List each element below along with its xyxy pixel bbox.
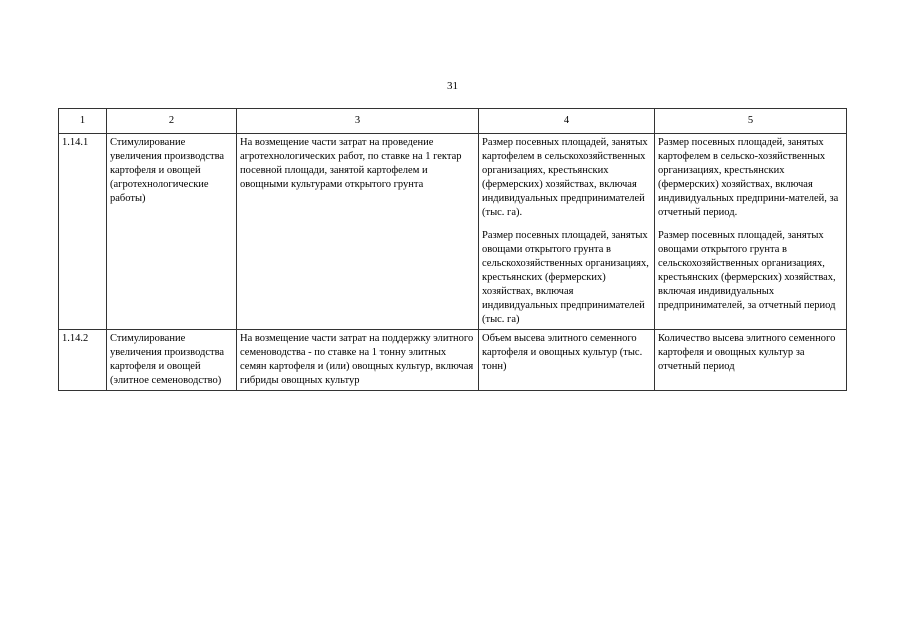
column-header: 1 <box>59 109 107 134</box>
data-table <box>58 108 847 391</box>
measure-name: Стимулирование увеличения производства картофеля и овощей (агротехнологические работы) <box>107 134 237 330</box>
measure-name: Стимулирование увеличения производства картофеля и овощей (элитное семеноводство) <box>107 330 237 391</box>
page-number: 31 <box>447 80 458 92</box>
result-cell <box>655 330 847 391</box>
result-text: Размер посевных площадей, занятых картофелем в сельско-хозяйственных организациях, крестьянских (фермерских) хозяйствах, включая индивидуальных предприни-мателей, за отчетный период. <box>658 137 839 218</box>
result-cell <box>655 134 847 330</box>
indicator-text: Объем высева элитного семенного картофеля и овощных культур (тыс. тонн) <box>482 333 643 372</box>
indicator-text: Размер посевных площадей, занятых картофелем в сельскохозяйственных организациях, крестьянских (фермерских) хозяйствах, включая индивидуальных предпринимателей (тыс. га). <box>482 137 648 218</box>
table-row <box>59 134 847 330</box>
column-header: 4 <box>479 109 655 134</box>
column-header: 5 <box>655 109 847 134</box>
table-row <box>59 330 847 391</box>
column-header: 2 <box>107 109 237 134</box>
indicator-text: Размер посевных площадей, занятых овощами открытого грунта в сельскохозяйственных организациях, крестьянских (фермерских) хозяйствах, включая индивидуальных предпринимателей (тыс. га) <box>482 230 649 325</box>
result-text: Размер посевных площадей, занятых овощами открытого грунта в сельскохозяйственных организациях, крестьянских (фермерских) хозяйствах, включая индивидуальных предпринимателей, за отчетный период <box>658 230 836 311</box>
row-number: 1.14.2 <box>59 330 107 391</box>
column-header: 3 <box>237 109 479 134</box>
row-number: 1.14.1 <box>59 134 107 330</box>
table-header-row <box>59 109 847 134</box>
indicator-cell <box>479 330 655 391</box>
subsidy-purpose: На возмещение части затрат на поддержку элитного семеноводства - по ставке на 1 тонну элитных семян картофеля и (или) овощных культур, включая гибриды овощных культур <box>237 330 479 391</box>
indicator-cell <box>479 134 655 330</box>
subsidy-purpose: На возмещение части затрат на проведение агротехнологических работ, по ставке на 1 гектар посевной площади, занятой картофелем и овощными культурами открытого грунта <box>237 134 479 330</box>
result-text: Количество высева элитного семенного картофеля и овощных культур за отчетный период <box>658 333 836 372</box>
